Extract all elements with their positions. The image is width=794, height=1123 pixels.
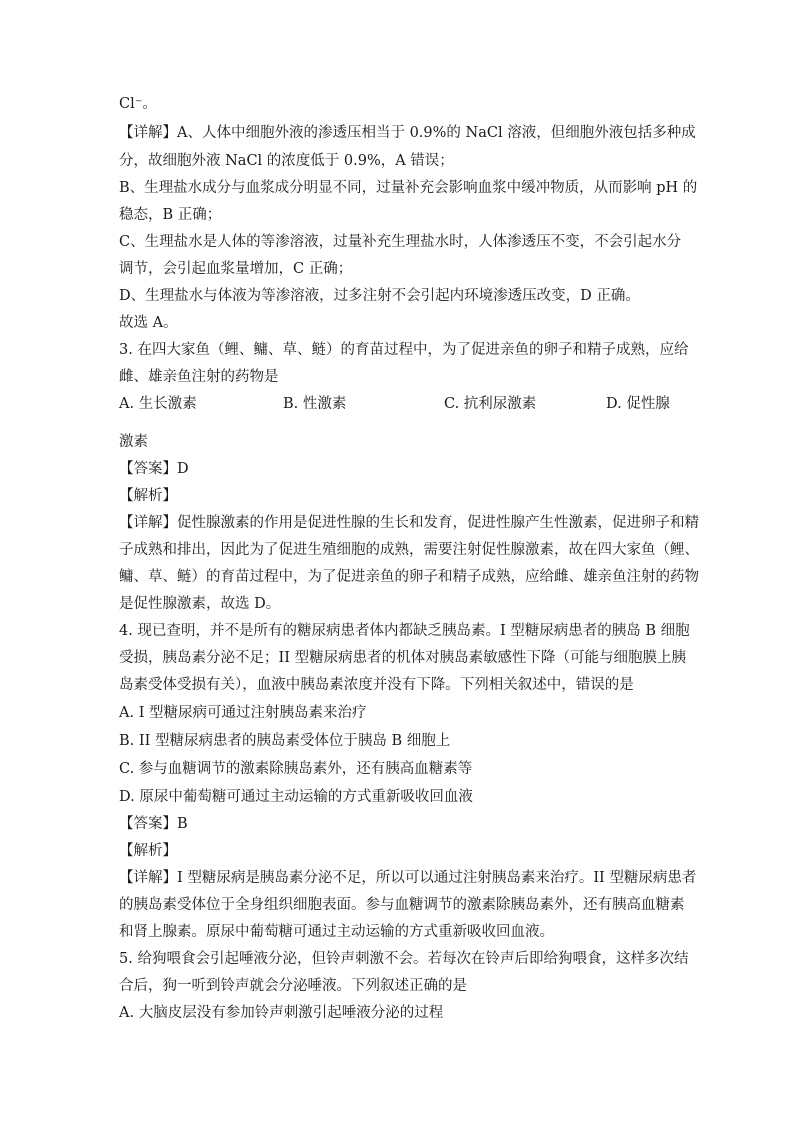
question-3-stem: 雌、雄亲鱼注射的药物是	[119, 369, 279, 385]
analysis-label: 【解析】	[119, 843, 177, 859]
option-c: C. 抗利尿激素	[444, 396, 537, 412]
answer-label: 【答案】D	[119, 461, 189, 477]
option-d: D. 促性腺	[606, 396, 670, 412]
option-d: D. 原尿中葡萄糖可通过主动运输的方式重新吸收回血液	[119, 789, 473, 805]
option-b: B. II 型糖尿病患者的胰岛素受体位于胰岛 B 细胞上	[119, 733, 451, 749]
option-c: C. 参与血糖调节的激素除胰岛素外，还有胰高血糖素等	[119, 761, 473, 777]
text-line: 调节，会引起血浆量增加，C 正确；	[119, 261, 353, 277]
question-4-stem: 4. 现已查明，并不是所有的糖尿病患者体内都缺乏胰岛素。I 型糖尿病患者的胰岛 B 细胞	[119, 623, 690, 639]
text-line: 子成熟和排出，因此为了促进生殖细胞的成熟，需要注射促性腺激素，故在四大家鱼（鲤、	[119, 542, 699, 558]
text-line: 【详解】I 型糖尿病是胰岛素分泌不足，所以可以通过注射胰岛素来治疗。II 型糖尿病患者	[119, 870, 697, 886]
question-4-stem: 受损，胰岛素分泌不足；II 型糖尿病患者的机体对胰岛素敏感性下降（可能与细胞膜上胰	[119, 650, 687, 666]
text-line: 【详解】促性腺激素的作用是促进性腺的生长和发育，促进性腺产生性激素，促进卵子和精	[119, 515, 699, 531]
text-line: 的胰岛素受体位于全身组织细胞表面。参与血糖调节的激素除胰岛素外，还有胰高血糖素	[119, 897, 685, 913]
question-5-stem: 5. 给狗喂食会引起唾液分泌，但铃声刺激不会。若每次在铃声后即给狗喂食，这样多次结	[119, 951, 689, 967]
analysis-label: 【解析】	[119, 488, 177, 504]
text-line: D、生理盐水与体液为等渗溶液，过多注射不会引起内环境渗透压改变，D 正确。	[119, 288, 640, 304]
text-line: C、生理盐水是人体的等渗溶液，过量补充生理盐水时，人体渗透压不变，不会引起水分	[119, 234, 682, 250]
text-line: 是促性腺激素，故选 D。	[119, 596, 281, 612]
text-line: 激素	[119, 434, 148, 450]
question-4-stem: 岛素受体受损有关），血液中胰岛素浓度并没有下降。下列相关叙述中，错误的是	[119, 677, 634, 693]
question-5-stem: 合后，狗一听到铃声就会分泌唾液。下列叙述正确的是	[119, 978, 467, 994]
option-a: A. I 型糖尿病可通过注射胰岛素来治疗	[119, 705, 367, 721]
option-a: A. 大脑皮层没有参加铃声刺激引起唾液分泌的过程	[119, 1005, 444, 1021]
option-a: A. 生长激素	[119, 396, 197, 412]
text-line: 和肾上腺素。原尿中葡萄糖可通过主动运输的方式重新吸收回血液。	[119, 924, 554, 940]
text-line: Cl⁻。	[119, 96, 157, 112]
text-line: 鳙、草、鲢）的育苗过程中，为了促进亲鱼的卵子和精子成熟，应给雌、雄亲鱼注射的药物	[119, 569, 699, 585]
text-line: 稳态，B 正确；	[119, 207, 222, 223]
text-line: 故选 A。	[119, 315, 178, 331]
text-line: 【详解】A、人体中细胞外液的渗透压相当于 0.9%的 NaCl 溶液，但细胞外液包括多种成	[119, 125, 696, 141]
text-line: B、生理盐水成分与血浆成分明显不同，过量补充会影响血浆中缓冲物质，从而影响 pH 的	[119, 180, 698, 196]
question-3-stem: 3. 在四大家鱼（鲤、鳙、草、鲢）的育苗过程中，为了促进亲鱼的卵子和精子成熟，应给	[119, 342, 689, 358]
text-line: 分，故细胞外液 NaCl 的浓度低于 0.9%，A 错误；	[119, 153, 454, 169]
answer-label: 【答案】B	[119, 816, 188, 832]
option-b: B. 性激素	[283, 396, 347, 412]
